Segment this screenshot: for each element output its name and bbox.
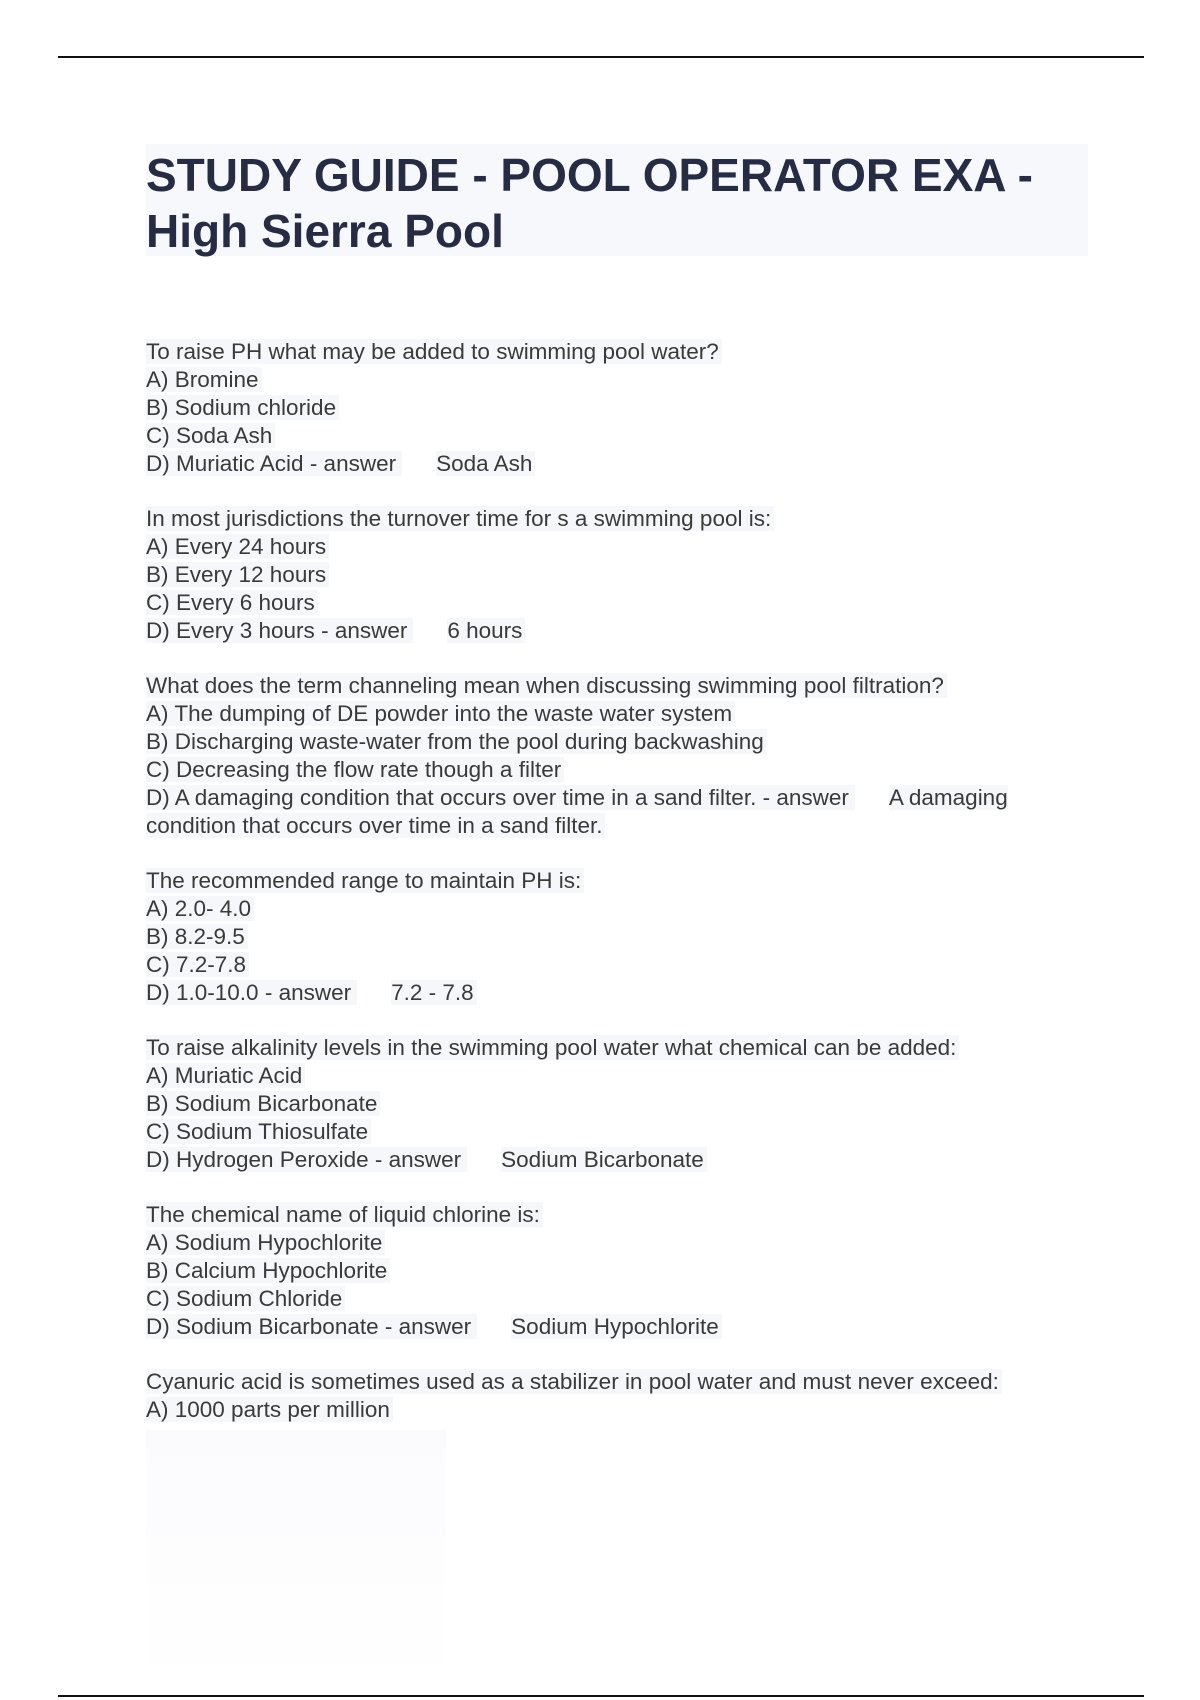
title-block — [146, 144, 1088, 256]
option-b: B) Sodium Bicarbonate — [146, 1090, 1086, 1118]
question-list — [146, 338, 1086, 1451]
question-text: The chemical name of liquid chlorine is: — [146, 1201, 1086, 1229]
option-d-with-answer — [146, 979, 1086, 1007]
question-item — [146, 505, 1086, 645]
option-c: C) Soda Ash — [146, 422, 1086, 450]
option-b: B) Every 12 hours — [146, 561, 1086, 589]
option-b: B) Calcium Hypochlorite — [146, 1257, 1086, 1285]
option-a: A) 2.0- 4.0 — [146, 895, 1086, 923]
option-c: C) Decreasing the flow rate though a filter — [146, 756, 1086, 784]
option-c: C) Sodium Chloride — [146, 1285, 1086, 1313]
answer-marker: - answer — [384, 1314, 472, 1339]
answer-value: A damaging condition that occurs over time in a sand filter. — [146, 785, 1008, 838]
question-text: What does the term channeling mean when discussing swimming pool filtration? — [146, 672, 1086, 700]
answer-value: Sodium Hypochlorite — [511, 1314, 722, 1339]
question-item — [146, 1034, 1086, 1174]
option-d: D) 1.0-10.0 - answer — [146, 980, 357, 1005]
option-d: D) A damaging condition that occurs over time in a sand filter. - answer — [146, 785, 855, 810]
option-d-with-answer — [146, 1313, 1086, 1341]
option-d-with-answer — [146, 1146, 1086, 1174]
question-item — [146, 867, 1086, 1007]
question-item — [146, 672, 1086, 840]
footer-rule — [58, 1695, 1144, 1697]
question-text: Cyanuric acid is sometimes used as a stabilizer in pool water and must never exceed: — [146, 1368, 1086, 1396]
answer-marker: - answer — [321, 618, 408, 643]
answer-marker: - answer — [762, 785, 849, 810]
answer-marker: - answer — [309, 451, 397, 476]
option-a: A) Every 24 hours — [146, 533, 1086, 561]
option-d: D) Sodium Bicarbonate - answer — [146, 1314, 477, 1339]
option-b: B) Sodium chloride — [146, 394, 1086, 422]
document-title: STUDY GUIDE - POOL OPERATOR EXA - High Sierra Pool — [146, 149, 1033, 257]
option-d-with-answer — [146, 784, 1086, 840]
option-a: A) 1000 parts per million — [146, 1396, 1086, 1424]
answer-value: Soda Ash — [436, 451, 535, 476]
answer-value: 7.2 - 7.8 — [391, 980, 477, 1005]
option-b: B) Discharging waste-water from the pool during backwashing — [146, 728, 1086, 756]
answer-value: 6 hours — [447, 618, 525, 643]
option-a: A) Bromine — [146, 366, 1086, 394]
option-a: A) Muriatic Acid — [146, 1062, 1086, 1090]
answer-marker: - answer — [264, 980, 352, 1005]
question-item — [146, 1201, 1086, 1341]
option-d: D) Every 3 hours - answer — [146, 618, 413, 643]
option-d-with-answer — [146, 617, 1086, 645]
question-text: To raise alkalinity levels in the swimming pool water what chemical can be added: — [146, 1034, 1086, 1062]
question-item — [146, 1368, 1086, 1424]
question-item — [146, 338, 1086, 478]
option-d: D) Muriatic Acid - answer — [146, 451, 402, 476]
header-rule — [58, 56, 1144, 58]
answer-value: Sodium Bicarbonate — [501, 1147, 707, 1172]
option-a: A) The dumping of DE powder into the waste water system — [146, 700, 1086, 728]
faint-background-shade — [146, 1430, 446, 1690]
option-c: C) Sodium Thiosulfate — [146, 1118, 1086, 1146]
option-d-with-answer — [146, 450, 1086, 478]
option-d: D) Hydrogen Peroxide - answer — [146, 1147, 467, 1172]
answer-marker: - answer — [374, 1147, 462, 1172]
question-text: In most jurisdictions the turnover time for s a swimming pool is: — [146, 505, 1086, 533]
option-a: A) Sodium Hypochlorite — [146, 1229, 1086, 1257]
question-text: To raise PH what may be added to swimming pool water? — [146, 338, 1086, 366]
question-text: The recommended range to maintain PH is: — [146, 867, 1086, 895]
option-b: B) 8.2-9.5 — [146, 923, 1086, 951]
option-c: C) Every 6 hours — [146, 589, 1086, 617]
option-c: C) 7.2-7.8 — [146, 951, 1086, 979]
